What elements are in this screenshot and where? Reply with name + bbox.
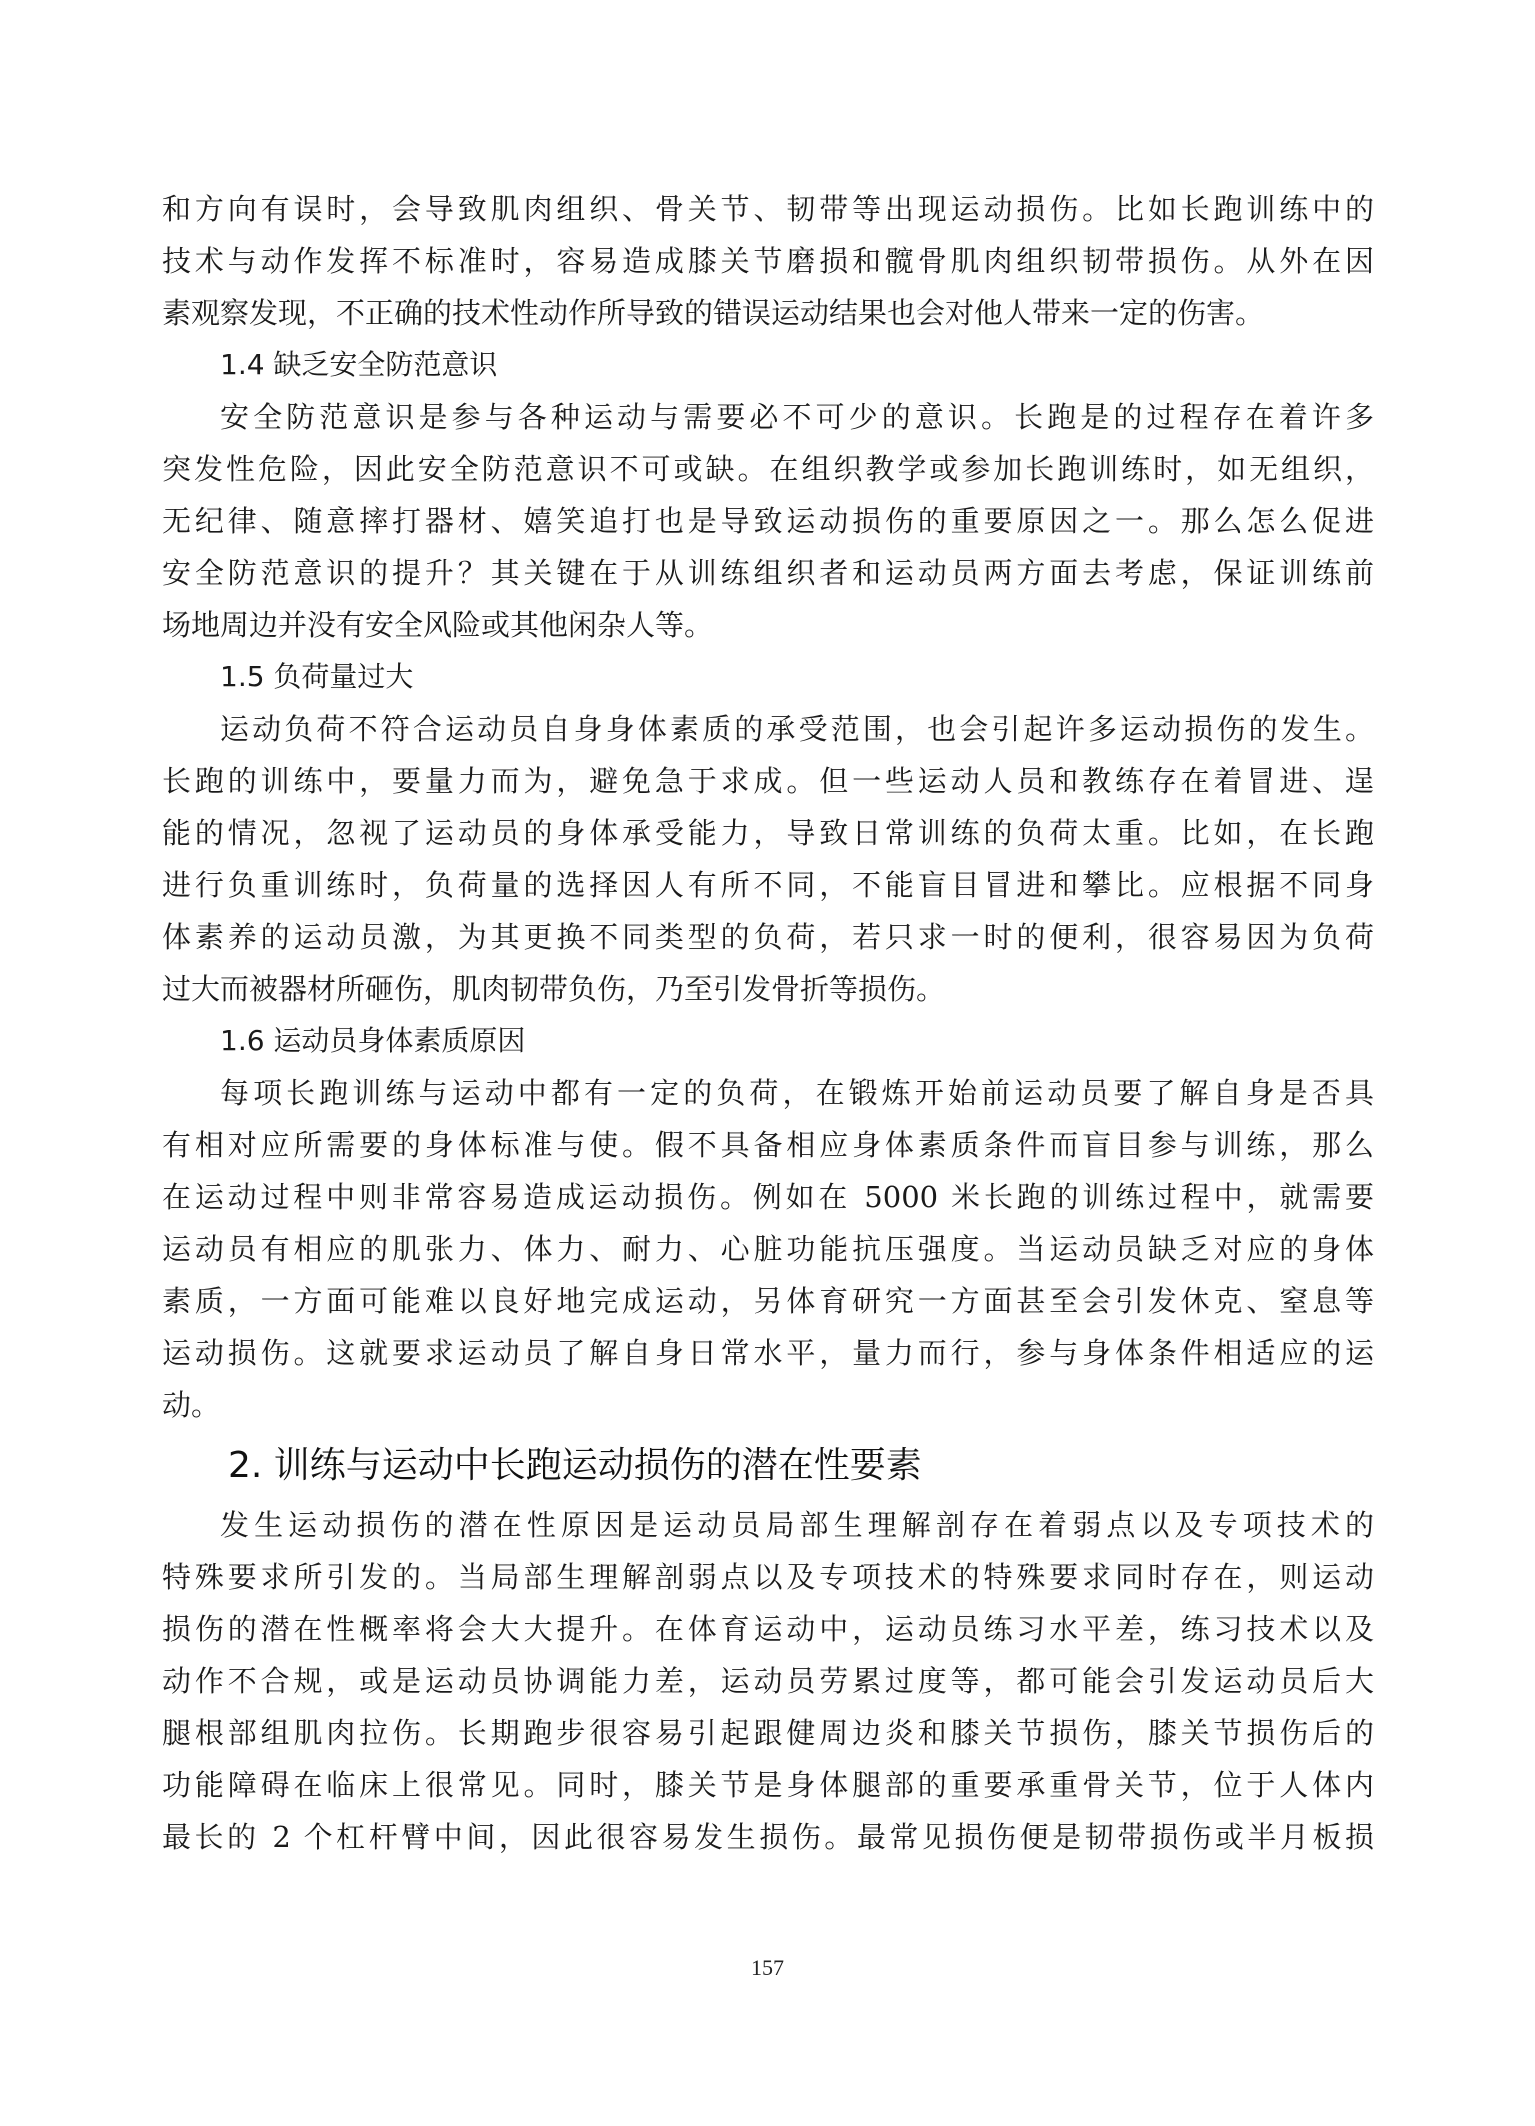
text-line: 素质，一方面可能难以良好地完成运动，另体育研究一方面甚至会引发休克、窒息等 — [162, 1284, 1374, 1318]
text-line: 安全防范意识是参与各种运动与需要必不可少的意识。长跑是的过程存在着许多 — [220, 400, 1374, 434]
text-line: 突发性危险，因此安全防范意识不可或缺。在组织教学或参加长跑训练时，如无组织， — [162, 452, 1374, 486]
paragraph — [162, 1499, 1374, 1863]
text-line: 和方向有误时，会导致肌肉组织、骨关节、韧带等出现运动损伤。比如长跑训练中的 — [162, 192, 1374, 226]
text-line: 进行负重训练时，负荷量的选择因人有所不同，不能盲目冒进和攀比。应根据不同身 — [162, 868, 1374, 902]
paragraph — [162, 391, 1374, 651]
page-number: 157 — [751, 1955, 784, 1980]
text-line: 体素养的运动员激，为其更换不同类型的负荷，若只求一时的便利，很容易因为负荷 — [162, 920, 1374, 954]
section-heading: 2. 训练与运动中长跑运动损伤的潜在性要素 — [228, 1445, 922, 1486]
text-line: 技术与动作发挥不标准时，容易造成膝关节磨损和髋骨肌肉组织韧带损伤。从外在因 — [162, 244, 1374, 278]
document-page — [162, 183, 1374, 1863]
subsection-heading: 1.6 运动员身体素质原因 — [220, 1024, 526, 1057]
text-line: 最长的 2 个杠杆臂中间，因此很容易发生损伤。最常见损伤便是韧带损伤或半月板损 — [162, 1820, 1374, 1854]
text-line: 在运动过程中则非常容易造成运动损伤。例如在 5000 米长跑的训练过程中，就需要 — [162, 1180, 1374, 1214]
text-line: 有相对应所需要的身体标准与使。假不具备相应身体素质条件而盲目参与训练，那么 — [162, 1128, 1374, 1162]
text-line: 功能障碍在临床上很常见。同时，膝关节是身体腿部的重要承重骨关节，位于人体内 — [162, 1768, 1374, 1802]
text-line: 运动员有相应的肌张力、体力、耐力、心脏功能抗压强度。当运动员缺乏对应的身体 — [162, 1232, 1374, 1266]
subsection-heading: 1.5 负荷量过大 — [220, 660, 414, 693]
text-line: 腿根部组肌肉拉伤。长期跑步很容易引起跟健周边炎和膝关节损伤，膝关节损伤后的 — [162, 1716, 1374, 1750]
text-line: 动作不合规，或是运动员协调能力差，运动员劳累过度等，都可能会引发运动员后大 — [162, 1664, 1374, 1698]
text-line: 无纪律、随意摔打器材、嬉笑追打也是导致运动损伤的重要原因之一。那么怎么促进 — [162, 504, 1374, 538]
text-line: 素观察发现，不正确的技术性动作所导致的错误运动结果也会对他人带来一定的伤害。 — [162, 296, 1265, 330]
text-line: 安全防范意识的提升？其关键在于从训练组织者和运动员两方面去考虑，保证训练前 — [162, 556, 1374, 590]
paragraph — [162, 183, 1374, 339]
subsection-heading: 1.4 缺乏安全防范意识 — [220, 348, 498, 381]
text-line: 过大而被器材所砸伤，肌肉韧带负伤，乃至引发骨折等损伤。 — [162, 972, 946, 1006]
text-line: 每项长跑训练与运动中都有一定的负荷，在锻炼开始前运动员要了解自身是否具 — [220, 1076, 1374, 1110]
text-line: 运动损伤。这就要求运动员了解自身日常水平，量力而行，参与身体条件相适应的运 — [162, 1336, 1374, 1370]
paragraph — [162, 1067, 1374, 1431]
text-line: 运动负荷不符合运动员自身身体素质的承受范围，也会引起许多运动损伤的发生。 — [220, 712, 1374, 746]
text-line: 长跑的训练中，要量力而为，避免急于求成。但一些运动人员和教练存在着冒进、逞 — [162, 764, 1374, 798]
text-line: 能的情况，忽视了运动员的身体承受能力，导致日常训练的负荷太重。比如，在长跑 — [162, 816, 1374, 850]
text-line: 特殊要求所引发的。当局部生理解剖弱点以及专项技术的特殊要求同时存在，则运动 — [162, 1560, 1374, 1594]
paragraph — [162, 703, 1374, 1015]
text-line: 发生运动损伤的潜在性原因是运动员局部生理解剖存在着弱点以及专项技术的 — [220, 1508, 1374, 1542]
text-line: 场地周边并没有安全风险或其他闲杂人等。 — [162, 608, 714, 642]
text-line: 动。 — [162, 1388, 221, 1422]
text-line: 损伤的潜在性概率将会大大提升。在体育运动中，运动员练习水平差，练习技术以及 — [162, 1612, 1374, 1646]
